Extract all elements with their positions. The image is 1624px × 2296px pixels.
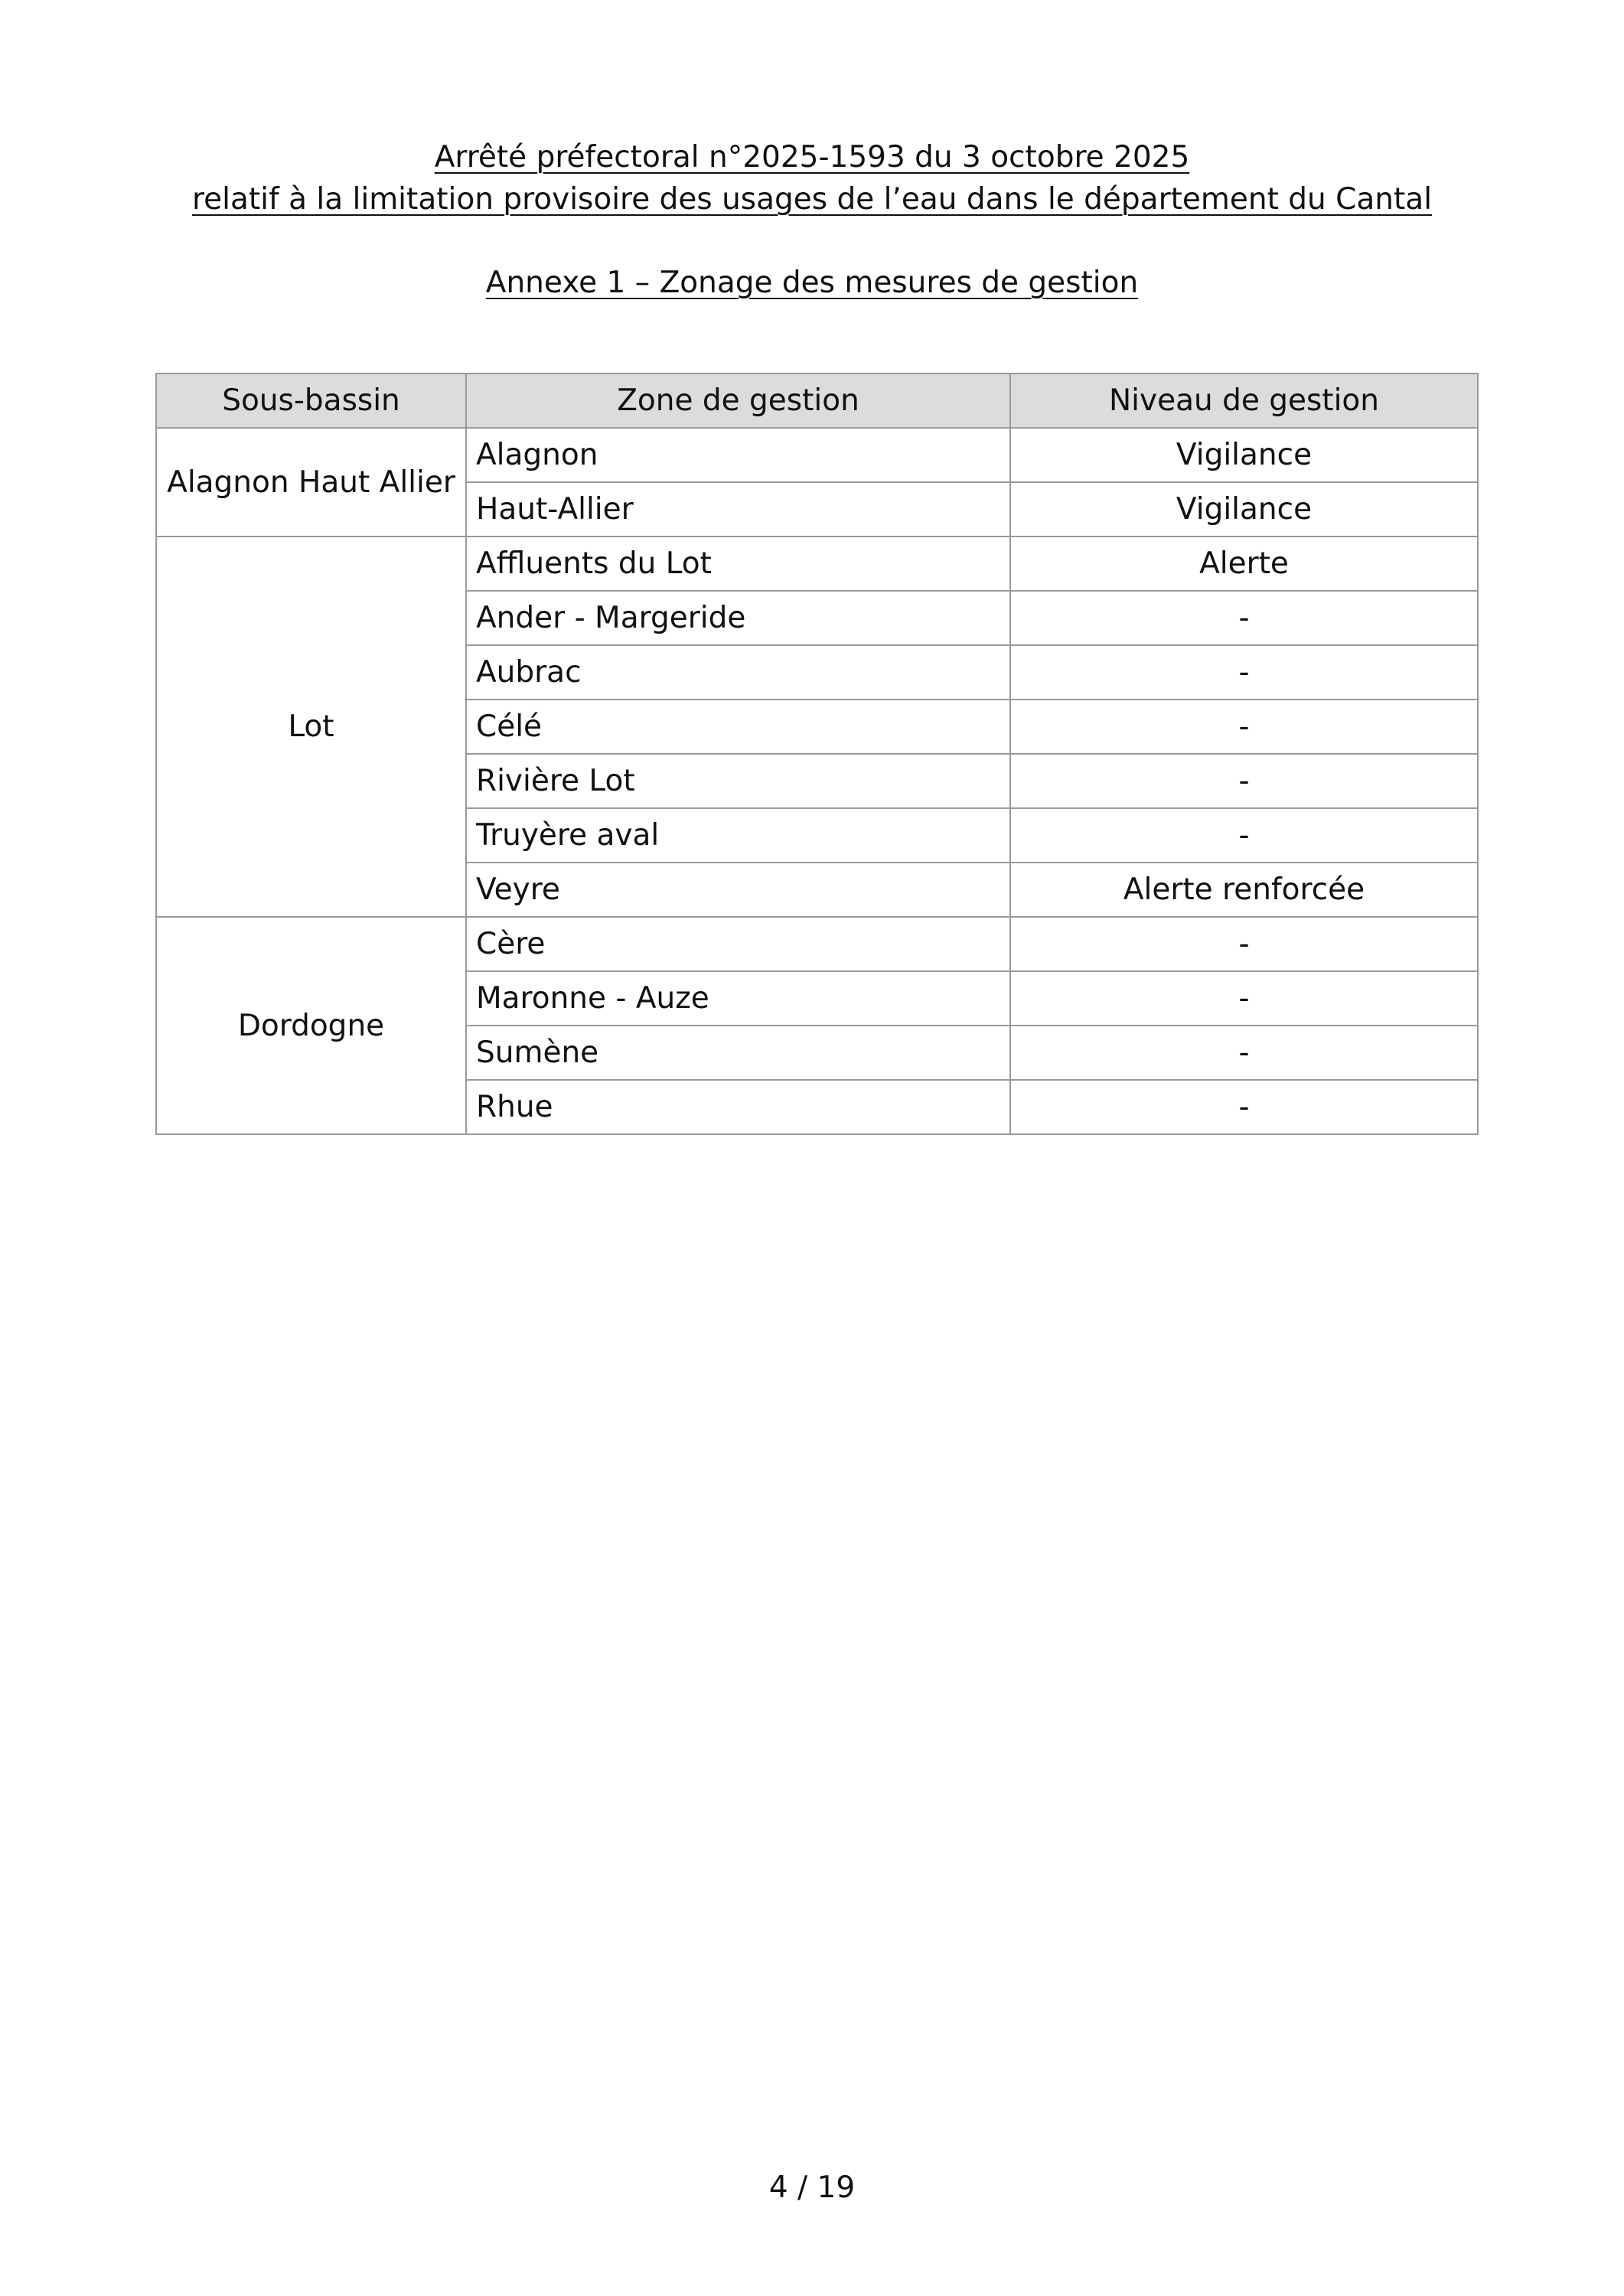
zone-cell: Sumène xyxy=(466,1026,1010,1080)
level-cell: Vigilance xyxy=(1010,428,1478,482)
level-cell: Alerte renforcée xyxy=(1010,863,1478,917)
zone-cell: Aubrac xyxy=(466,645,1010,700)
zone-cell: Cère xyxy=(466,917,1010,971)
table-header-row xyxy=(156,373,1478,428)
document-title xyxy=(0,136,1624,220)
level-cell: Vigilance xyxy=(1010,482,1478,536)
zone-cell: Affluents du Lot xyxy=(466,536,1010,591)
level-cell: - xyxy=(1010,645,1478,700)
table-row xyxy=(156,536,1478,591)
management-zones-table xyxy=(155,373,1479,1135)
annex-title: Annexe 1 – Zonage des mesures de gestion xyxy=(485,266,1139,300)
zone-cell: Haut-Allier xyxy=(466,482,1010,536)
zone-cell: Maronne - Auze xyxy=(466,971,1010,1026)
table-row xyxy=(156,917,1478,971)
level-cell: - xyxy=(1010,754,1478,808)
title-line-2: relatif à la limitation provisoire des usages de l’eau dans le département du Cantal xyxy=(191,182,1433,217)
zone-cell: Rhue xyxy=(466,1080,1010,1134)
zone-cell: Célé xyxy=(466,700,1010,754)
basin-cell: Alagnon Haut Allier xyxy=(156,428,466,536)
basin-cell: Lot xyxy=(156,536,466,917)
table-row xyxy=(156,428,1478,482)
header-zone-de-gestion: Zone de gestion xyxy=(466,373,1010,428)
level-cell: - xyxy=(1010,700,1478,754)
zone-cell: Ander - Margeride xyxy=(466,591,1010,645)
zone-cell: Truyère aval xyxy=(466,808,1010,863)
title-line-1: Arrêté préfectoral n°2025-1593 du 3 octobre 2025 xyxy=(434,140,1190,174)
level-cell: Alerte xyxy=(1010,536,1478,591)
level-cell: - xyxy=(1010,1080,1478,1134)
level-cell: - xyxy=(1010,917,1478,971)
level-cell: - xyxy=(1010,971,1478,1026)
basin-cell: Dordogne xyxy=(156,917,466,1134)
zone-cell: Alagnon xyxy=(466,428,1010,482)
page-number: 4 / 19 xyxy=(768,2170,856,2205)
level-cell: - xyxy=(1010,808,1478,863)
header-sous-bassin: Sous-bassin xyxy=(156,373,466,428)
level-cell: - xyxy=(1010,1026,1478,1080)
zone-cell: Veyre xyxy=(466,863,1010,917)
zone-cell: Rivière Lot xyxy=(466,754,1010,808)
header-niveau-de-gestion: Niveau de gestion xyxy=(1010,373,1478,428)
level-cell: - xyxy=(1010,591,1478,645)
